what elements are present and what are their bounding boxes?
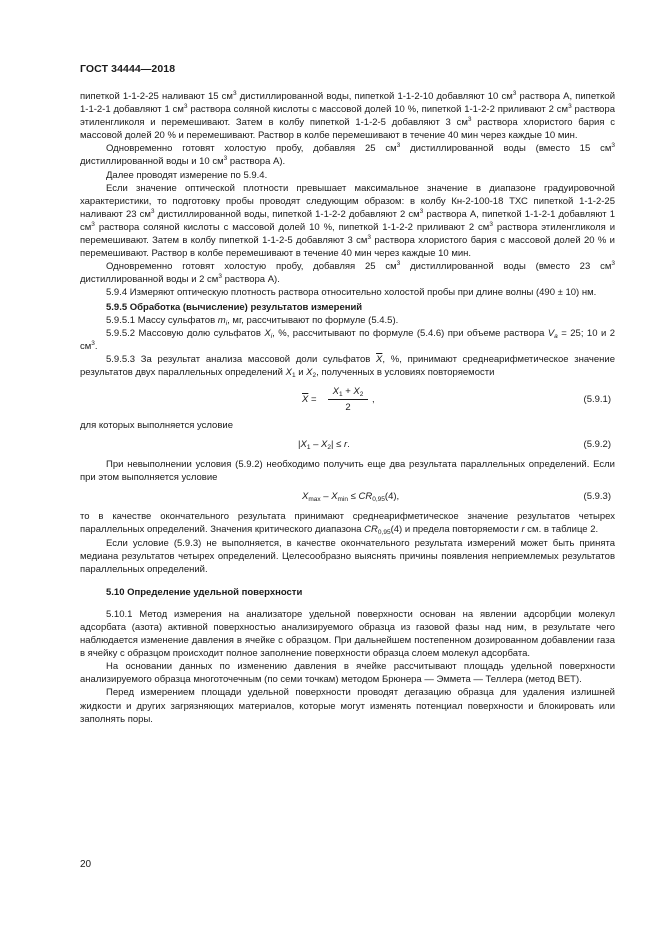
paragraph: Если значение оптической плотности превышает максимальное значение в диапазоне градуировочной характеристики, то подготовку пробы проводят следующим образом: в колбу Кн-2-100-18 ТХС пипеткой 1-1-2-25 наливают 23 $см^3$ дистиллированной воды, пипеткой 1-1-2-2 добавляют 2 $см^3$ раствора А, пипеткой 1-1-2-1 добавляют 1 $см^3$ раствора соляной кислоты с массовой долей 10 %, пипеткой 1-1-2-2 приливают 2 $см^3$ раствора этиленгликоля и перемешивают. Затем в колбу пипеткой 1-1-2-5 добавляют 3 $см^3$ раствора хлористого бария с массовой долей 20 % и перемешивают. Раствор в колбе перемешивают в течение 40 мин через каждые 10 мин. [80,182,615,260]
fraction-numerator: $X_1 + X_2$ [328,385,368,400]
formula-5-9-3: $X_{max} - X_{min} \le CR_{0,95}(4)$, (5.9.3) [302,491,611,504]
fraction-denominator: 2 [345,402,351,414]
section-heading: 5.9.5 Обработка (вычисление) результатов измерений [106,301,363,313]
page-number: 20 [80,859,92,870]
paragraph: Одновременно готовят холостую пробу, добавляя 25 $см^3$ дистиллированной воды (вместо 23 $см^3$ дистиллированной воды и 2 $см^3$ раствора А). [80,260,615,286]
section-heading: 5.10 Определение удельной поверхности [106,586,303,598]
paragraph: 5.9.5.2 Массовую долю сульфатов $X_i$, %, рассчитывают по формуле (5.4.6) при объеме раствора $V_a = 25$; 10 и 2 $см^3$. [80,327,615,352]
document-body [80,90,615,726]
paragraph: 5.9.5.3 За результат анализа массовой доли сульфатов $\overline{X}$, %, принимают среднеарифметическое значение результатов двух параллельных определений $X_1$ и $X_2$, полученных в условиях повторяемости [80,353,615,379]
paragraph: Перед измерением площади удельной поверхности проводят дегазацию образца для удаления излишней жидкости и других загрязняющих материалов, которые могут изменять потенциал поверхности и блокировать или заполнять поры. [80,687,615,725]
paragraph: Далее проводят измерение по 5.9.4. [106,169,268,181]
formula-number: (5.9.1) [583,394,611,406]
paragraph: 5.10.1 Метод измерения на анализаторе удельной поверхности основан на явлении адсорбции молекул адсорбата (азота) активной поверхностью анализируемого образца из газовой фазы над ним, в результате чего наблюдается изменение давления в ячейке с образцом. При дальнейшем постепенном дозированном добавлении газа в ячейку с образцом происходит полное заполнение поверхности образца слоем молекул адсорбата. [80,608,615,660]
paragraph: для которых выполняется условие [80,420,233,432]
formula-number: (5.9.3) [583,491,611,503]
paragraph: 5.9.5.1 Массу сульфатов $m_i$, мг, рассчитывают по формуле (5.4.5). [106,314,399,327]
document-header: ГОСТ 34444—2018 [80,63,176,75]
paragraph: пипеткой 1-1-2-25 наливают 15 $см^3$ дистиллированной воды, пипеткой 1-1-2-10 добавляют 10 $см^3$ раствора А, пипеткой 1-1-2-1 добавляют 1 $см^3$ раствора соляной кислоты с массовой долей 10 %, пипеткой 1-1-2-2 приливают 2 $см^3$ раствора этиленгликоля и перемешивают. Затем в колбу пипеткой 1-1-2-5 добавляют 3 $см^3$ раствора хлористого бария с массовой долей 20 % и перемешивают. Раствор в колбе перемешивают в течение 40 мин через каждые 10 мин. [80,90,615,142]
formula-number: (5.9.2) [583,439,611,451]
paragraph: При невыполнении условия (5.9.2) необходимо получить еще два результата параллельных определений. Если при этом выполняется условие [80,459,615,484]
paragraph: На основании данных по изменению давления в ячейке рассчитывают площадь удельной поверхности анализируемого образца многоточечным (по семи точкам) методом Брюнера — Эммета — Теллера (метод BET). [80,661,615,686]
formula-5-9-2: $|X_1 - X_2| \le r$. (5.9.2) [298,439,611,452]
paragraph: Если условие (5.9.3) не выполняется, в качестве окончательного результата измерений может быть принята медиана результатов четырех определений. Целесообразно выяснять причины появления неприемлемых результатов параллельных определений. [80,537,615,575]
formula-5-9-1: $\overline{X}$ = $X_1 + X_2$ 2 , (5.9.1) [302,386,611,414]
paragraph: 5.9.4 Измеряют оптическую плотность раствора относительно холостой пробы при длине волны (490 ± 10) нм. [106,287,597,299]
paragraph: то в качестве окончательного результата принимают среднеарифметическое значение результатов четырех параллельных определений. Значения критического диапазона $CR_{0,95}(4)$ и предела повторяемости r см. в таблице 2. [80,511,615,537]
paragraph: Одновременно готовят холостую пробу, добавляя 25 $см^3$ дистиллированной воды (вместо 15 $см^3$ дистиллированной воды и 10 $см^3$ раствора А). [80,142,615,168]
